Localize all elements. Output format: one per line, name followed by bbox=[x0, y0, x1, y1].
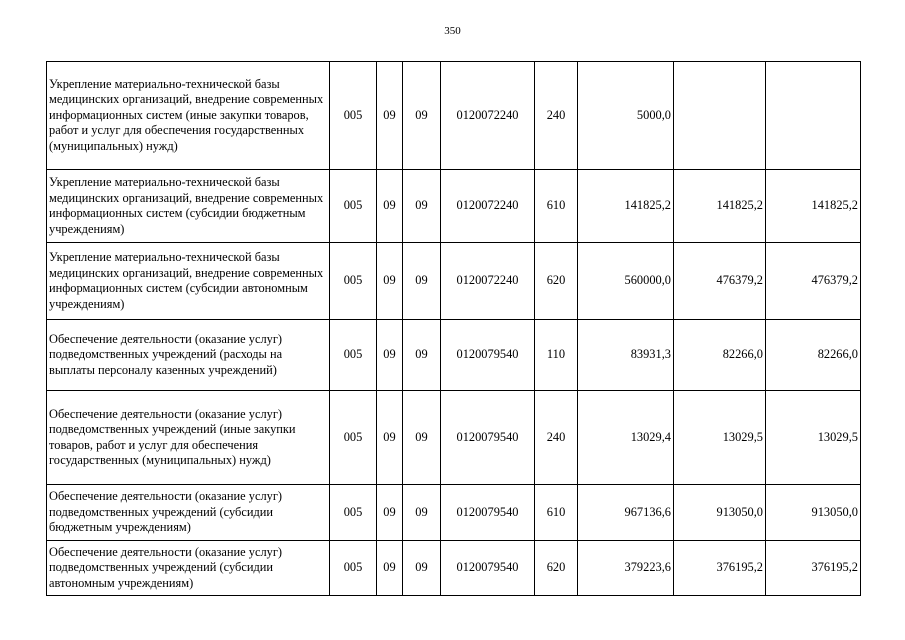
section-code: 09 bbox=[377, 62, 403, 170]
section-code: 09 bbox=[377, 243, 403, 320]
amount-year-2: 82266,0 bbox=[674, 320, 766, 391]
target-article-code: 0120072240 bbox=[441, 243, 535, 320]
target-article-code: 0120072240 bbox=[441, 170, 535, 243]
target-article-code: 0120072240 bbox=[441, 62, 535, 170]
ministry-code: 005 bbox=[330, 243, 377, 320]
section-code: 09 bbox=[377, 485, 403, 541]
subsection-code: 09 bbox=[403, 243, 441, 320]
expense-description: Обеспечение деятельности (оказание услуг) подведомственных учреждений (субсидии автономным учреждениям) bbox=[47, 541, 330, 596]
expense-description: Обеспечение деятельности (оказание услуг) подведомственных учреждений (субсидии бюджетным учреждениям) bbox=[47, 485, 330, 541]
amount-year-1: 13029,4 bbox=[578, 391, 674, 485]
amount-year-2: 476379,2 bbox=[674, 243, 766, 320]
ministry-code: 005 bbox=[330, 541, 377, 596]
subsection-code: 09 bbox=[403, 391, 441, 485]
ministry-code: 005 bbox=[330, 62, 377, 170]
amount-year-1: 560000,0 bbox=[578, 243, 674, 320]
amount-year-2: 913050,0 bbox=[674, 485, 766, 541]
budget-table bbox=[46, 61, 861, 596]
amount-year-2 bbox=[674, 62, 766, 170]
amount-year-1: 83931,3 bbox=[578, 320, 674, 391]
amount-year-3: 82266,0 bbox=[766, 320, 861, 391]
amount-year-3: 913050,0 bbox=[766, 485, 861, 541]
amount-year-2: 376195,2 bbox=[674, 541, 766, 596]
section-code: 09 bbox=[377, 391, 403, 485]
page-number: 350 bbox=[444, 25, 461, 37]
expense-type-code: 110 bbox=[535, 320, 578, 391]
ministry-code: 005 bbox=[330, 485, 377, 541]
ministry-code: 005 bbox=[330, 391, 377, 485]
table-row bbox=[47, 320, 861, 391]
amount-year-3: 13029,5 bbox=[766, 391, 861, 485]
amount-year-2: 141825,2 bbox=[674, 170, 766, 243]
amount-year-1: 967136,6 bbox=[578, 485, 674, 541]
expense-description: Укрепление материально-технической базы медицинских организаций, внедрение современных информационных систем (субсидии автономным учреждениям) bbox=[47, 243, 330, 320]
amount-year-1: 379223,6 bbox=[578, 541, 674, 596]
amount-year-3: 476379,2 bbox=[766, 243, 861, 320]
section-code: 09 bbox=[377, 320, 403, 391]
table-row bbox=[47, 485, 861, 541]
ministry-code: 005 bbox=[330, 170, 377, 243]
subsection-code: 09 bbox=[403, 541, 441, 596]
subsection-code: 09 bbox=[403, 320, 441, 391]
amount-year-3: 376195,2 bbox=[766, 541, 861, 596]
table-row bbox=[47, 541, 861, 596]
section-code: 09 bbox=[377, 541, 403, 596]
table-row bbox=[47, 170, 861, 243]
target-article-code: 0120079540 bbox=[441, 320, 535, 391]
expense-type-code: 610 bbox=[535, 485, 578, 541]
expense-type-code: 240 bbox=[535, 391, 578, 485]
ministry-code: 005 bbox=[330, 320, 377, 391]
expense-type-code: 610 bbox=[535, 170, 578, 243]
amount-year-3: 141825,2 bbox=[766, 170, 861, 243]
amount-year-3 bbox=[766, 62, 861, 170]
expense-description: Обеспечение деятельности (оказание услуг) подведомственных учреждений (иные закупки товаров, работ и услуг для обеспечения государственных (муниципальных) нужд) bbox=[47, 391, 330, 485]
target-article-code: 0120079540 bbox=[441, 485, 535, 541]
expense-description: Обеспечение деятельности (оказание услуг) подведомственных учреждений (расходы на выплаты персоналу казенных учреждений) bbox=[47, 320, 330, 391]
target-article-code: 0120079540 bbox=[441, 541, 535, 596]
section-code: 09 bbox=[377, 170, 403, 243]
subsection-code: 09 bbox=[403, 485, 441, 541]
target-article-code: 0120079540 bbox=[441, 391, 535, 485]
table-row bbox=[47, 62, 861, 170]
expense-description: Укрепление материально-технической базы медицинских организаций, внедрение современных информационных систем (субсидии бюджетным учреждениям) bbox=[47, 170, 330, 243]
expense-type-code: 240 bbox=[535, 62, 578, 170]
amount-year-1: 5000,0 bbox=[578, 62, 674, 170]
amount-year-1: 141825,2 bbox=[578, 170, 674, 243]
expense-description: Укрепление материально-технической базы медицинских организаций, внедрение современных информационных систем (иные закупки товаров, работ и услуг для обеспечения государственных (муниципальных) нужд) bbox=[47, 62, 330, 170]
expense-type-code: 620 bbox=[535, 541, 578, 596]
table-row bbox=[47, 243, 861, 320]
subsection-code: 09 bbox=[403, 170, 441, 243]
expense-type-code: 620 bbox=[535, 243, 578, 320]
subsection-code: 09 bbox=[403, 62, 441, 170]
amount-year-2: 13029,5 bbox=[674, 391, 766, 485]
table-row bbox=[47, 391, 861, 485]
